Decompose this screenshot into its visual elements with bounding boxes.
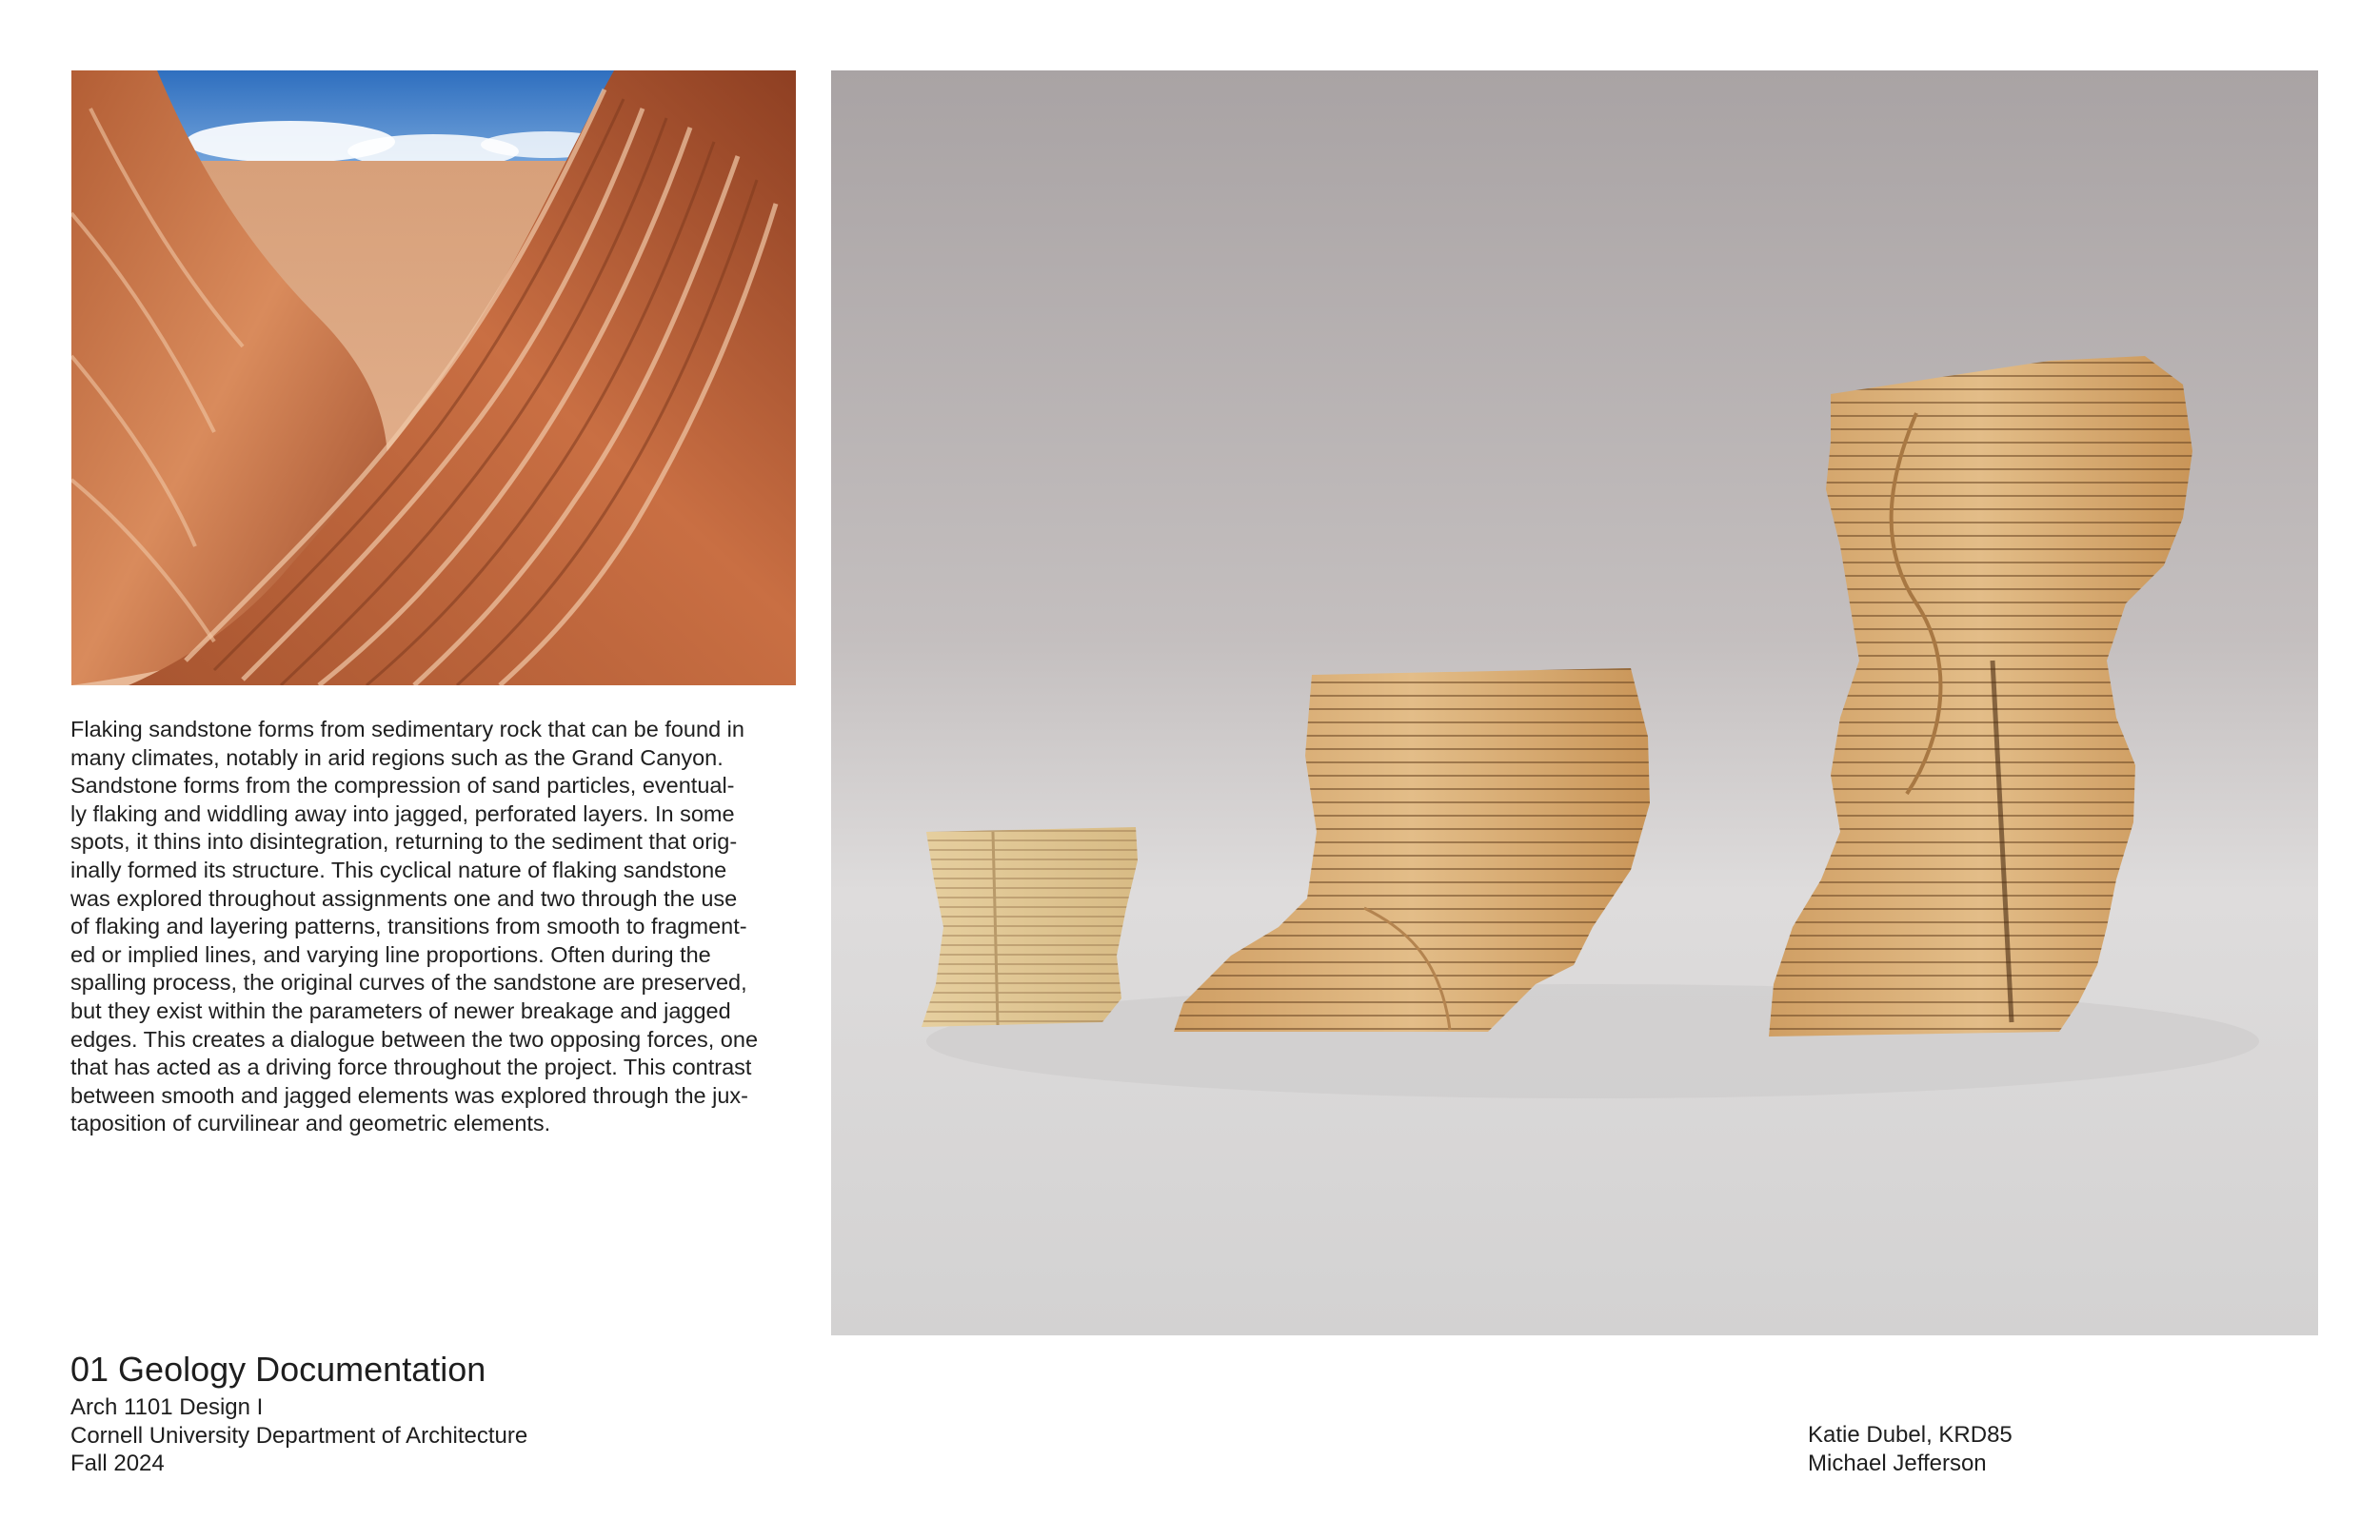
term: Fall 2024 [70, 1451, 165, 1476]
author-name: Katie Dubel, KRD85 [1808, 1422, 2013, 1448]
wood-models-photo [831, 70, 2318, 1335]
description-paragraph: Flaking sandstone forms from sedimentary rock that can be found in many climates, notably in arid regions such as the Grand Canyon. Sandstone forms from the compression of sand particles, eventual- ly flaking and widdling away into jagged, perforated layers. In some spots, it thins into disintegration, returning to the sediment that orig- inally formed its structure. This cyclical nature of flaking sandstone was explored throughout assignments one and two through the use of flaking and layering patterns, transitions from smooth to fragment- ed or implied lines, and varying line proportions. Often during the spalling process, the original curves of the sandstone are preserved, but they exist within the parameters of newer breakage and jagged edges. This creates a dialogue between the two opposing forces, one that has acted as a driving force throughout the project. This contrast between smooth and jagged elements was explored through the jux- taposition of curvilinear and geometric elements. [70, 717, 759, 1136]
project-title: 01 Geology Documentation [70, 1350, 486, 1389]
wood-models-illustration [831, 70, 2318, 1335]
sandstone-landscape-illustration [71, 70, 796, 685]
small-model [922, 827, 1138, 1027]
sandstone-landscape-photo [71, 70, 796, 685]
instructor-name: Michael Jefferson [1808, 1450, 1987, 1476]
course-name: Arch 1101 Design I [70, 1394, 264, 1420]
credits [1808, 1421, 2013, 1477]
department-name: Cornell University Department of Architecture [70, 1422, 528, 1449]
course-info [70, 1393, 527, 1478]
